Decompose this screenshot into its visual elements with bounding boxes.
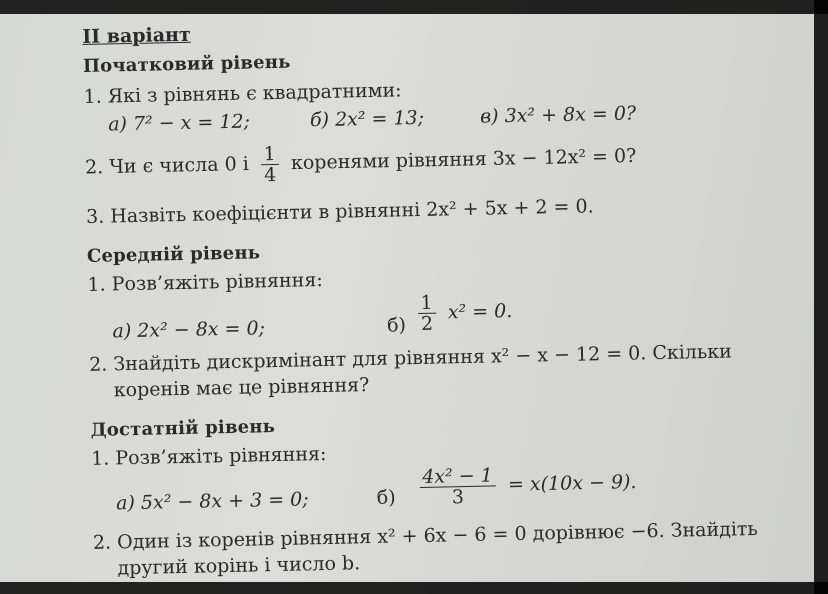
sufficient-task-1-option-b-tail: = x(10x − 9). [507,470,637,496]
task-1-option-a: а) 7² − x = 12; [107,110,251,136]
task-2-post: коренями рівняння 3x − 12x² = 0? [290,144,637,175]
sufficient-task-1-option-b-label: б) [376,486,396,509]
fraction-one-half [417,293,436,334]
fraction-numerator: 4x² − 1 [419,465,496,488]
level-heading-sufficient: Достатній рівень [90,416,276,441]
level-heading-initial: Початковий рівень [82,51,291,77]
fraction-denominator: 4 [263,163,277,187]
fraction-denominator: 2 [420,312,434,335]
medium-task-1-question: 1. Розв’яжіть рівняння: [87,269,323,296]
fraction-one-quarter [260,144,279,185]
task-3-question: 3. Назвіть коефіцієнти в рівнянні 2x² + 5x + 2 = 0. [85,195,594,228]
medium-task-2-line-2: коренів має це рівняння? [113,374,370,402]
sufficient-task-1-option-a: а) 5x² − 8x + 3 = 0; [115,487,309,514]
medium-task-1-option-a: а) 2x² − 8x = 0; [112,316,266,342]
task-1-options [108,102,636,135]
level-heading-medium: Середній рівень [86,242,261,267]
task-1-option-b: б) 2x² = 13; [309,106,425,132]
exercise-page [82,5,826,586]
task-1-option-c: в) 3x² + 8x = 0? [479,102,637,128]
medium-task-1-option-b-label: б) [386,313,407,337]
task-2-pre: 2. Чи є числа 0 і [84,153,250,179]
medium-task-1-options [112,291,513,340]
sufficient-task-2-line-1: 2. Один із коренів рівняння x² + 6x − 6 = 0 дорівнює −6. Знайдіть [92,517,758,554]
task-2-question [85,136,637,189]
sufficient-task-2-line-2: другий корінь і число b. [117,552,361,580]
medium-task-1-option-b-tail: x² = 0. [447,299,513,323]
medium-task-2-line-1: 2. Знайдіть дискримінант для рівняння x² − x − 12 = 0. Скільки [88,340,732,376]
sufficient-task-1-question: 1. Розв’яжіть рівняння: [90,442,327,470]
variant-title: II варіант [82,23,191,48]
fraction-numerator: 1 [417,293,436,314]
sufficient-task-1-options [116,462,637,514]
fraction-numerator: 1 [260,144,279,165]
fraction-4x2-minus-1-over-3 [419,465,496,508]
task-1-question: 1. Які з рівнянь є квадратними: [83,79,402,108]
fraction-denominator: 3 [451,486,465,509]
